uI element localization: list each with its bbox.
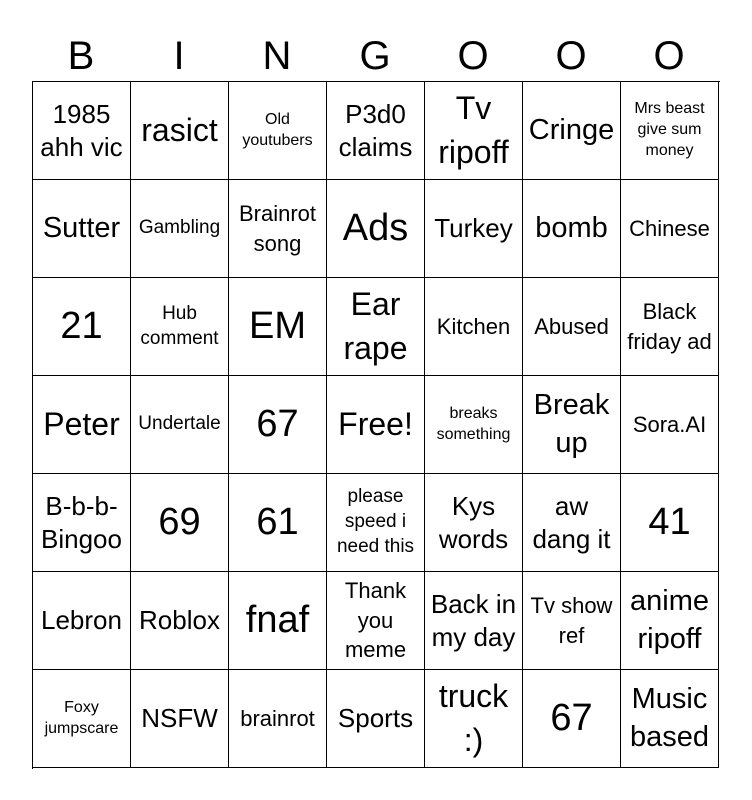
bingo-cell[interactable] (229, 474, 327, 572)
bingo-cell[interactable] (327, 572, 425, 670)
bingo-cell[interactable] (229, 572, 327, 670)
cell-label: Abused (534, 313, 609, 339)
cell-label: Turkey (434, 213, 513, 244)
bingo-cell[interactable] (425, 82, 523, 180)
bingo-cell[interactable] (33, 376, 131, 474)
bingo-cell[interactable] (523, 82, 621, 180)
bingo-cell[interactable] (33, 278, 131, 376)
bingo-cell[interactable] (523, 572, 621, 670)
cell-label: Foxy jumpscare (44, 698, 119, 737)
bingo-cell[interactable] (621, 376, 719, 474)
bingo-cell[interactable] (131, 278, 229, 376)
cell-label: Hub comment (140, 302, 219, 349)
bingo-cell[interactable] (327, 474, 425, 572)
cell-label: fnaf (245, 598, 310, 641)
bingo-cell[interactable] (229, 670, 327, 768)
cell-label: Ear rape (343, 286, 408, 366)
cell-label: bomb (535, 211, 608, 244)
bingo-cell[interactable] (327, 82, 425, 180)
bingo-cell[interactable] (131, 82, 229, 180)
cell-label: Lebron (41, 605, 122, 636)
cell-label: Sora.AI (632, 411, 707, 437)
cell-label: Break up (533, 388, 610, 459)
bingo-cell[interactable] (523, 474, 621, 572)
cell-label: please speed i need this (336, 486, 415, 557)
cell-label: 67 (256, 402, 299, 445)
bingo-cell[interactable] (425, 278, 523, 376)
cell-label: B-b-b-Bingoo (41, 491, 122, 554)
bingo-cell[interactable] (131, 572, 229, 670)
header-letter: I (173, 34, 185, 78)
cell-label: Old youtubers (242, 110, 313, 149)
bingo-cell[interactable] (523, 278, 621, 376)
header-letter: B (67, 34, 95, 78)
cell-label: Tv show ref (530, 592, 613, 648)
cell-label: Music based (629, 682, 709, 753)
cell-label: Gambling (138, 217, 221, 239)
bingo-cell[interactable] (229, 82, 327, 180)
bingo-cell[interactable] (327, 180, 425, 278)
bingo-cell[interactable] (621, 278, 719, 376)
cell-label: Ads (342, 206, 409, 249)
bingo-cell[interactable] (33, 474, 131, 572)
cell-label: Black friday ad (627, 298, 712, 354)
bingo-cell[interactable] (425, 572, 523, 670)
bingo-cell[interactable] (621, 670, 719, 768)
bingo-cell[interactable] (621, 82, 719, 180)
cell-label: truck :) (438, 678, 509, 758)
bingo-cell[interactable] (229, 180, 327, 278)
bingo-cell[interactable] (523, 376, 621, 474)
header-letter: O (555, 34, 587, 78)
bingo-cell[interactable] (131, 670, 229, 768)
cell-label: 69 (158, 500, 201, 543)
bingo-cell[interactable] (33, 82, 131, 180)
cell-label: 1985 ahh vic (40, 99, 123, 162)
cell-label: Back in my day (430, 589, 517, 652)
bingo-cell[interactable] (327, 376, 425, 474)
bingo-board (32, 81, 720, 769)
cell-label: Free! (338, 405, 413, 442)
cell-label: Chinese (629, 215, 710, 241)
cell-label: breaks something (436, 404, 511, 443)
bingo-cell[interactable] (229, 376, 327, 474)
cell-label: EM (249, 304, 306, 347)
bingo-cell[interactable] (131, 180, 229, 278)
bingo-cell[interactable] (327, 278, 425, 376)
cell-label: aw dang it (532, 491, 611, 554)
bingo-cell[interactable] (621, 180, 719, 278)
bingo-cell[interactable] (425, 376, 523, 474)
cell-label: 21 (60, 304, 103, 347)
cell-label: Brainrot song (238, 200, 317, 256)
bingo-cell[interactable] (229, 278, 327, 376)
bingo-header (32, 30, 718, 82)
bingo-cell[interactable] (523, 670, 621, 768)
bingo-cell[interactable] (425, 474, 523, 572)
cell-label: Thank you meme (344, 577, 407, 663)
bingo-cell[interactable] (33, 670, 131, 768)
cell-label: brainrot (240, 705, 315, 731)
cell-label: NSFW (141, 703, 218, 734)
bingo-cell[interactable] (621, 474, 719, 572)
bingo-cell[interactable] (131, 376, 229, 474)
cell-label: anime ripoff (630, 584, 709, 655)
header-letter: G (359, 34, 391, 78)
bingo-cell[interactable] (621, 572, 719, 670)
bingo-cell[interactable] (131, 474, 229, 572)
cell-label: Sports (337, 703, 414, 734)
cell-label: Sutter (42, 211, 121, 244)
cell-label: Undertale (138, 413, 221, 435)
header-letter: N (262, 34, 292, 78)
bingo-cell[interactable] (425, 180, 523, 278)
cell-label: Tv ripoff (438, 90, 509, 170)
cell-label: Cringe (528, 113, 615, 146)
bingo-cell[interactable] (327, 670, 425, 768)
cell-label: Mrs beast give sum money (634, 100, 705, 159)
cell-label: 61 (256, 500, 299, 543)
header-letter: O (457, 34, 489, 78)
cell-label: P3d0 claims (338, 99, 413, 162)
cell-label: 67 (550, 696, 593, 739)
cell-label: Roblox (139, 605, 220, 636)
bingo-cell[interactable] (33, 180, 131, 278)
bingo-cell[interactable] (523, 180, 621, 278)
cell-label: Kitchen (436, 313, 511, 339)
cell-label: rasict (141, 111, 218, 148)
cell-label: Peter (43, 405, 120, 442)
header-letter: O (653, 34, 685, 78)
cell-label: Kys words (438, 491, 509, 554)
bingo-cell[interactable] (33, 572, 131, 670)
bingo-cell[interactable] (425, 670, 523, 768)
cell-label: 41 (648, 500, 691, 543)
